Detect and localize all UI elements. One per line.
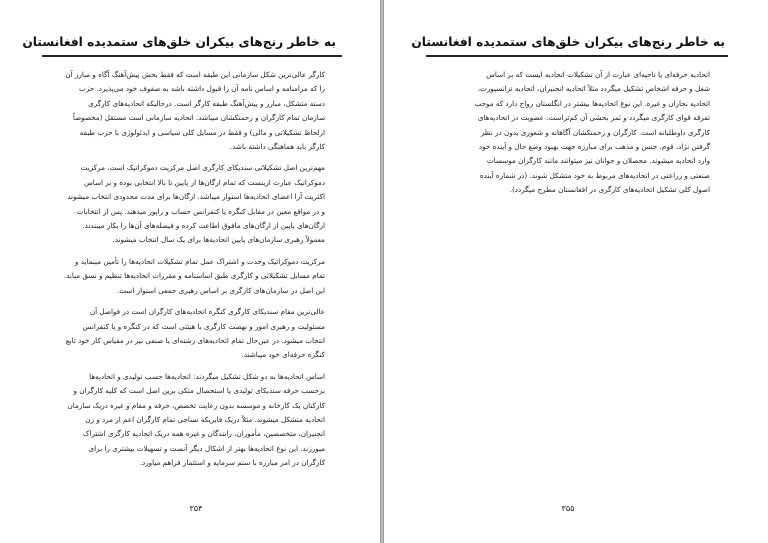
left-paragraph: کارگر عالی‌ترین شکل سازمانی این طبقه است که فقط بخش پیش‌آهنگ آگاه و مبارز آن را که مرامنامه و اساس نامه آن را قبول داشته باشد به صفوف خود می‌پذیرد. حزب دسته متشکل، مبارز و پیش‌آهنگ طبقه کارگر است. درحالیکه اتحادیه‌های کارگری سازمان تمام کارگران و زحمتکشان میباشد. اتحادیه سازمانی است مستقل (مخصوصاً ازلحاظ تشکیلاتی و مالی) و فقط در مسایل کلی سیاسی و ایدئولوژی با حزب طبقه کارگر باید هماهنگی داشته باشد. <box>65 70 325 152</box>
right-header-rule <box>426 55 728 57</box>
right-paragraph: اتحادیه حرفه‌ای یا ناحیه‌ای عبارت از آن تشکیلات اتحادیه ایست که بر اساس شغل و حرفه اشخاص تشکیل میگردد مثلاً اتحادیه انجنیران، اتحادیه ترانسپورت، اتحادیه نجاران و غیره. این نوع اتحادیه‌ها بیشتر در انگلستان رواج دارد که موجب تفرقه قوای کارگری میگردد و ثمر بخشی آن کم‌تراست. عضویت در اتحادیه‌های کارگری داوطلبانه است. کارگران و زحمتکشان آگاهانه و شعوری بدون در نظر گرفتن نژاد، قوم، جنس و مذهب برای مبارزه جهت بهبود وضع حال و آینده خود وارد اتحادیه میشوند. محصلان و جوانان نیز میتوانند مانند کارگران موسسات صنعتی و زراعتی در اتحادیه‌های مربوط به خود متشکل شوند. (در شماره آینده اصول کلی تشکیل اتحادیه‌های کارگری در افغانستان مطرح میگردد). <box>474 70 710 195</box>
left-header-rule <box>42 55 342 57</box>
left-paragraph: اساس اتحادیه‌ها به دو شکل تشکیل میگردند: اتحادیه‌ها حسب تولیدی و اتحادیه‌ها برحسب حرفه سندیکای تولیدی یا استحصال متکی برین اصل است که کلیه کارگران و کارکنان یک کارخانه و موسسه بدون رعایت تخصص، حرفه و مقام و غیره دریک سازمان اتحادیه متشکل میشوند. مثلاً دریک فابریکه نساجی تمام کارگران اعم از مرد و زن انجنیران، متخصصین، مأموران، رانندگان و غیره همه دریک اتحادیه کارگری اشتراک میورزند. این نوع اتحادیه‌ها بهتر از اشکال دیگر آنست و تسهیلات بیشتری را برای کارگران در امر مبارزه با ستم سرمایه و استثمار فراهم میاورد. <box>67 371 325 468</box>
left-page-body <box>63 68 325 478</box>
right-running-header: به خاطر رنج‌های بیکران خلق‌های ستمدیده افغانستان <box>411 35 725 49</box>
right-page <box>384 0 768 543</box>
right-page-body <box>469 68 710 205</box>
left-page-number: ۳۵۴ <box>189 504 203 513</box>
left-paragraph: مرکزیت دموکراتیک وحدت و اشتراک عمل تمام تشکیلات اتحادیه‌ها را تأمین مینماید و تمام مسایل تشکیلاتی و کارگری طبق اساسنامه و مقررات اتحادیه‌ها تنظیم و نسق میابد. این اصل در سازمان‌های کارگری بر اساس رهبری جمعی استوار است. <box>63 256 325 295</box>
left-running-header: به خاطر رنج‌های بیکران خلق‌های ستمدیده افغانستان <box>22 35 336 49</box>
left-paragraph: عالی‌ترین مقام سندیکای کارگری کنگره اتحادیه‌های کارگران است در فواصل آن مسئولیت و رهبری امور و نهضت کارگری با هیئتی است که در کنگره و یا کنفرانس انتخاب میشود. در عین‌حال تمام اتحادیه‌های رشته‌ای یا صنفی نیز در مقیاس کار خود تابع کنگره حرفه‌ای خود میباشند. <box>65 307 325 360</box>
right-page-number: ۳۵۵ <box>561 504 575 513</box>
left-paragraph: مهم‌ترین اصل تشکیلاتی سندیکای کارگری اصل مرکزیت دموکراتیک است. مرکزیت دموکراتیک عبارت ازینست که تمام ارگان‌ها از پایین تا بالا انتخابی بوده و بر اساس اکثریت آرا اعضای اتحادیه‌ها استوار میباشد. ارگان‌ها برای مدت محدودی انتخاب میشوند و در مواقع معین در مقابل کنگره یا کنفرانس حساب و راپور میدهند. پس از انتخابات ارگان‌های پایین از ارگان‌های مافوق اطاعت کرده و فیصله‌های آن‌ها را بکار میبندند. معمولاً رهبری سازمان‌های پایین اتحادیه‌ها برای یک سال انتخاب میشوند. <box>67 163 325 245</box>
left-page <box>0 0 380 543</box>
